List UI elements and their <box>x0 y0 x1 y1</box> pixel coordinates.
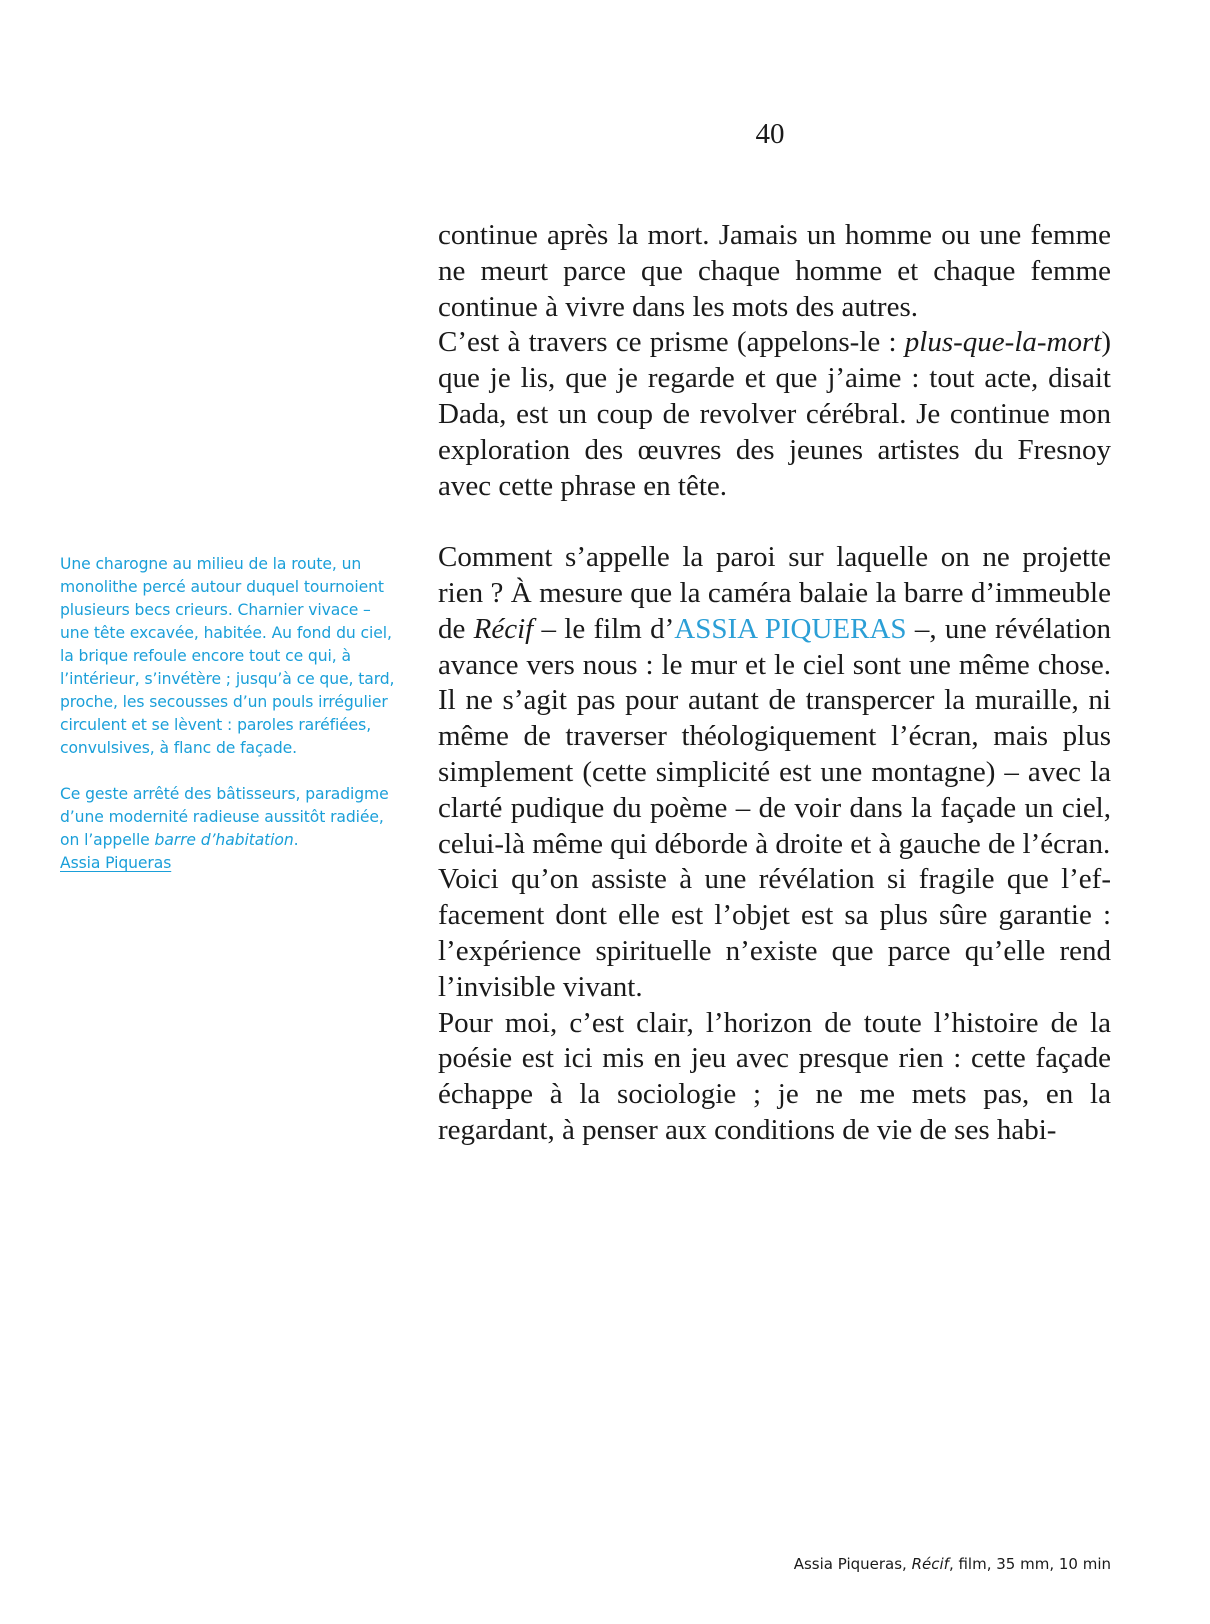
paragraph-gap <box>60 760 395 783</box>
article-text: ) que je lis, que je regarde et que j’aime : tout acte, disait Dada, est un coup de revolver cérébral. Je continue mon exploration des œuvres des jeunes artistes du Fresnoy avec cette phrase en tête. <box>438 326 1111 502</box>
article-text: C’est à travers ce prisme (appelons-le : <box>438 326 905 359</box>
image-caption <box>794 1555 1111 1573</box>
page-number: 40 <box>755 118 785 150</box>
article-paragraph: Voici qu’on assiste à une révélation si fragile que l’effacement dont elle est l’objet est sa plus sûre garantie : l’expérience spirituelle n’existe que parce qu’elle rend l’invisible vivant. <box>438 863 1111 1003</box>
sidenote-paragraph: Une charogne au milieu de la route, un monolithe percé autour duquel tournoient plusieurs becs crieurs. Charnier vivace – une tête excavée, habitée. Au fond du ciel, la brique refoule encore tout ce qui, à l’intérieur, s’invétère ; jusqu’à ce que, tard, proche, les secousses d’un pouls irrégulier circulent et se lèvent : paroles raréfiées, convulsives, à flanc de façade. <box>60 555 395 757</box>
sidenote-text: . <box>293 831 299 849</box>
artist-name-link[interactable]: ASSIA PIQUERAS <box>674 612 907 645</box>
article-paragraph <box>438 540 1111 862</box>
caption-title: Récif <box>911 1555 949 1573</box>
sidenote-paragraph <box>60 783 395 852</box>
article-text: Comment s’appelle la paroi sur laquelle on ne projette rien ? À mesure que la caméra balaie la barre d’immeuble de <box>438 541 1111 645</box>
article-paragraph: Pour moi, c’est clair, l’horizon de toute l’histoire de la poésie est ici mis en jeu avec presque rien : cette façade échappe à la sociologie ; je ne me mets pas, en la regardant, à penser aux conditions de vie de ses habi- <box>438 1006 1111 1146</box>
caption-artist: Assia Piqueras, <box>793 1555 912 1573</box>
article-paragraph: continue après la mort. Jamais un homme ou une femme ne meurt parce que chaque homme et chaque femme continue à vivre dans les mots des autres. <box>438 219 1111 323</box>
sidenote-italic-term: barre d’habitation <box>154 831 294 849</box>
article-text: –, une révélation avance vers nous : le mur et le ciel sont une même chose. Il ne s’agit pas pour autant de transpercer la muraille, ni même de traverser théologiquement l’écran, mais plus simplement (cette simplicité est une montagne) – avec la clarté pudique du poème – de voir dans la façade un ciel, celui-là même qui déborde à droite et à gauche de l’écran. <box>438 612 1111 860</box>
article-italic-term: plus-que-la-mort <box>904 326 1102 359</box>
caption-details: , film, 35 mm, 10 min <box>948 1555 1111 1573</box>
article-body <box>438 218 1111 1149</box>
artist-credit-link[interactable]: Assia Piqueras <box>60 854 172 872</box>
article-text: – le film d’ <box>533 612 675 645</box>
article-paragraph <box>438 325 1111 504</box>
sidenote-text: Ce geste arrêté des bâtisseurs, paradigme d’une modernité radieuse aussitôt radiée, on l’appelle <box>60 785 389 849</box>
paragraph-gap <box>438 504 1111 540</box>
sidenote <box>60 553 395 875</box>
sidenote-credit <box>60 852 395 875</box>
film-title: Récif <box>473 612 534 645</box>
